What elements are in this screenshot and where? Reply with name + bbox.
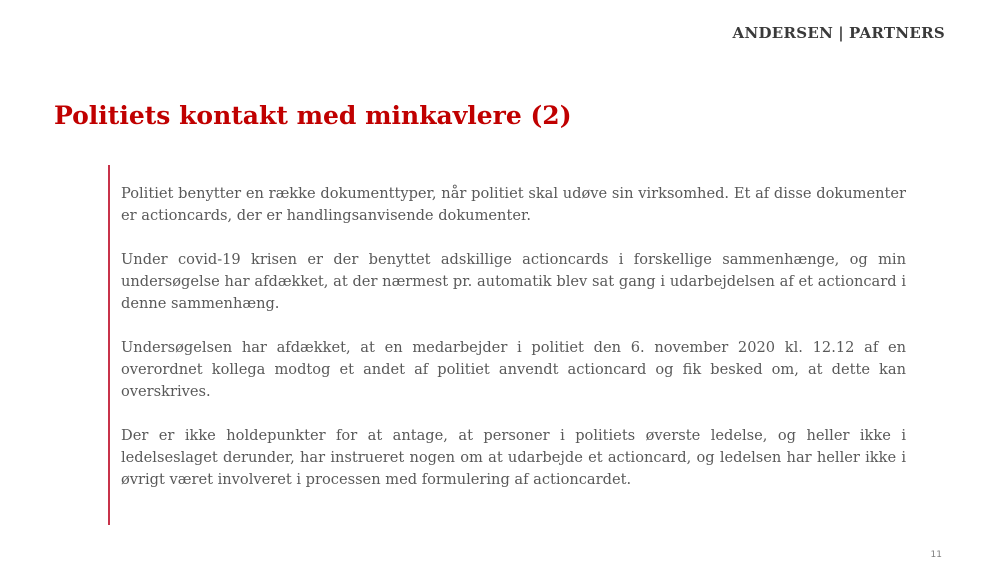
body-paragraph-4: Der er ikke holdepunkter for at antage, at personer i politiets øverste ledelse, og heller ikke i ledelseslaget derunder, har instrueret nogen om at udarbejde et actioncard, og ledelsen har heller ikke i øvrigt været involveret i processen med formulering af actioncardet. <box>121 427 906 488</box>
body-paragraph-3: Undersøgelsen har afdækket, at en medarbejder i politiet den 6. november 2020 kl. 12.12 af en overordnet kollega modtog et andet af politiet anvendt actioncard og fik besked om, at dette kan overskrives. <box>121 339 906 400</box>
slide-title: Politiets kontakt med minkavlere (2) <box>54 101 572 130</box>
accent-divider-line <box>108 165 110 525</box>
body-paragraph-2: Under covid-19 krisen er der benyttet adskillige actioncards i forskellige sammenhænge, og min undersøgelse har afdækket, at der nærmest pr. automatik blev sat gang i udarbejdelsen af et actioncard i denne sammenhæng. <box>121 251 906 312</box>
brand-separator: | <box>838 24 844 42</box>
brand-logo <box>733 24 945 42</box>
page-number: 11 <box>930 550 942 560</box>
body-paragraph-1: Politiet benytter en række dokumenttyper, når politiet skal udøve sin virksomhed. Et af disse dokumenter er actioncards, der er handlingsanvisende dokumenter. <box>121 185 906 224</box>
brand-name-left: ANDERSEN <box>732 24 834 42</box>
brand-name-right: PARTNERS <box>848 24 945 42</box>
slide-body <box>121 183 906 513</box>
